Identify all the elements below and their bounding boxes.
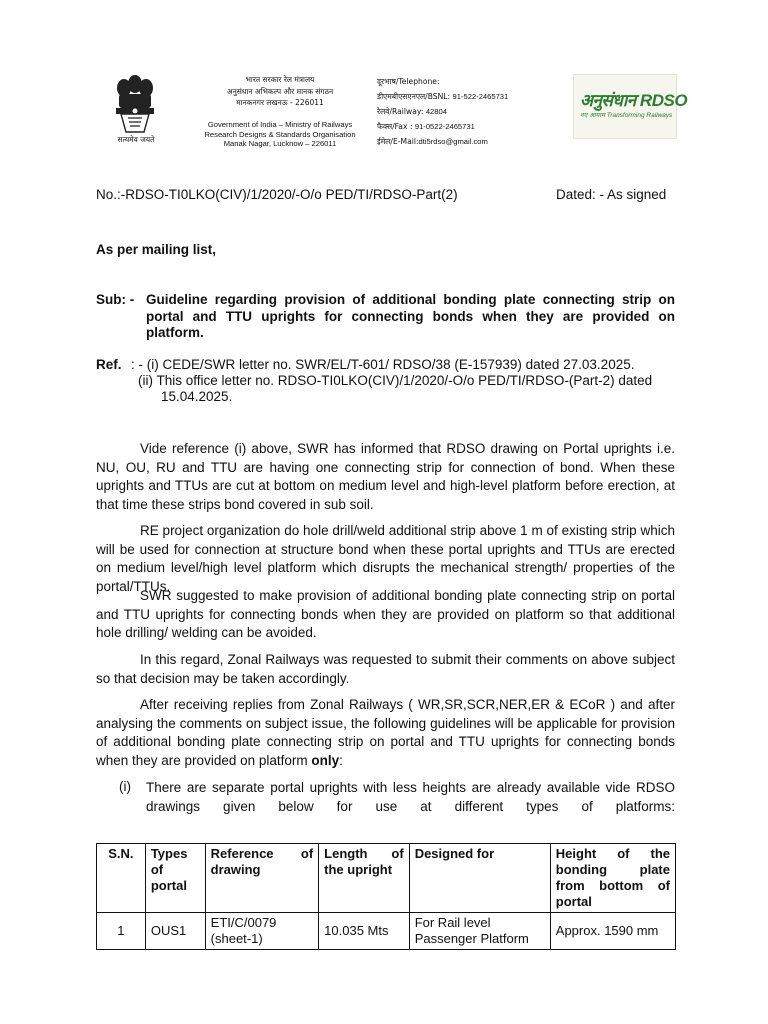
table-cell: OUS1 [145,913,205,950]
english-line: Manak Nagar, Lucknow – 226011 [223,139,337,149]
table-cell: Approx. 1590 mm [550,913,675,950]
email-line: ईमेल/E-Mail:dti5rdso@gmail.com [377,137,488,146]
column-header: Height of the bonding plate from bottom of portal [550,844,675,913]
hindi-line: अनुसंधान अभिकल्प और मानक संगठन [226,86,334,96]
paragraph-5: After receiving replies from Zonal Railways ( WR,SR,SCR,NER,ER & ECoR ) and after analysing the comments on subject issue, the following guidelines will be applicable for provision of additional bonding plate connecting strip on portal and TTU uprights for connecting bonds when they are provided on platform only: [96,697,675,768]
column-header: Designed for [409,844,550,913]
reference-item-2-line-2: 15.04.2025. [161,389,233,404]
railway-line: रेलवे/Railway: 42804 [377,107,447,116]
letter-reference-number: No.:-RDSO-TI0LKO(CIV)/1/2020/-O/o PED/TI/RDSO-Part(2) [96,187,458,202]
english-line: Research Designs & Standards Organisation [204,129,356,139]
reference-item-1: : - (i) CEDE/SWR letter no. SWR/EL/T-601/ RDSO/38 (E-157939) dated 27.03.2025. [131,357,635,372]
table-header-row [97,844,676,913]
reference-item-2-line-1: (ii) This office letter no. RDSO-TI0LKO(CIV)/1/2020/-O/o PED/TI/RDSO-(Part-2) dated [138,373,653,388]
paragraph-2: RE project organization do hole drill/weld additional strip above 1 m of existing strip which will be used for connection at structure bond when these portal uprights and TTUs are erected on medium level/high level platform which disrupts the mechanical strength/ properties of the portal/TTUs. [96,523,675,594]
contact-details [377,74,562,149]
subject-label: Sub: - [96,292,135,307]
subject-text: Guideline regarding provision of additional bonding plate connecting strip on portal and TTU uprights for connecting bonds when they are provided on platform. [146,292,675,340]
letterhead-hindi [190,74,370,109]
hindi-line: भारत सरकार रेल मंत्रालय [245,75,315,84]
column-header: S.N. [97,844,146,913]
table-row [97,913,676,950]
column-header: Length of the upright [319,844,410,913]
portal-uprights-table [96,843,676,950]
table-cell: ETI/C/0079 (sheet-1) [205,913,319,950]
table-cell: For Rail level Passenger Platform [409,913,550,950]
telephone-label: दूरभाष/Telephone: [377,77,440,86]
point-number: (i) [119,779,131,794]
table-cell: 1 [97,913,146,950]
bsnl-line: डीएमबीएसएनएल/BSNL: 91-522-2465731 [377,92,509,101]
letter-date: Dated: - As signed [556,187,667,202]
hindi-line: मानकनगर लखनऊ - 226011 [236,98,324,107]
letterhead-english [190,120,370,149]
table-cell: 10.035 Mts [319,913,410,950]
column-header: Reference of drawing [205,844,319,913]
rdso-logo-text: अनुसंधान RDSO [580,91,688,110]
reference-item-2 [138,373,678,405]
emphasis-only: only [311,752,340,768]
fax-line: फैक्स/Fax : 91-0522-2465731 [377,122,475,131]
paragraph-4: In this regard, Zonal Railways was requested to submit their comments on above subject so that decision may be taken accordingly. [96,652,675,686]
paragraph-1: Vide reference (i) above, SWR has informed that RDSO drawing on Portal uprights i.e. NU, OU, RU and TTU are having one connecting strip for connection of bond. When these uprights and TTUs are cut at bottom on medium level and high-level platform before erection, at that time these strips bond covered in sub soil. [96,441,675,512]
column-header: Types of portal [145,844,205,913]
emblem-motto: सत्यमेव जयते [117,135,155,144]
rdso-logo-subtext: नए आयाम Transforming Railways [580,112,673,119]
paragraph-3: SWR suggested to make provision of additional bonding plate connecting strip on portal and TTU uprights for connecting bonds when they are provided on platform so that additional hole drilling/ welding can be avoided. [96,588,675,641]
reference-label: Ref. [96,357,122,372]
mailing-list-line: As per mailing list, [96,242,217,257]
point-text: There are separate portal uprights with less heights are already available vide RDSO drawings given below for use at different types of platforms: [146,780,675,814]
english-line: Government of India – Ministry of Railways [207,120,353,129]
